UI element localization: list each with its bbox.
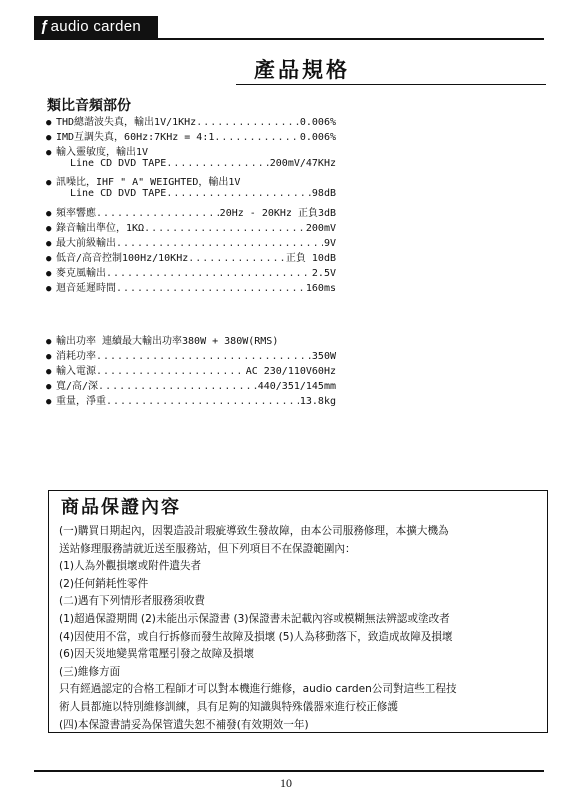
warranty-title: 商品保證內容 — [61, 497, 181, 518]
spec-value: 20Hz - 20KHz 正負3dB — [219, 207, 336, 219]
spec-value: 160ms — [305, 283, 336, 295]
warranty-line: (1)人為外觀損壞或附件遺失者 — [59, 560, 202, 573]
power-spec-list — [46, 332, 336, 407]
spec-row — [46, 113, 336, 128]
spec-label: IMD互調失真，60Hz:7KHz = 4:1 — [56, 132, 215, 144]
logo-text: audio carden — [50, 18, 141, 35]
spec-label: 輸入電源 — [56, 366, 96, 378]
spec-value: 2.5V — [311, 267, 336, 279]
dot-leader — [144, 223, 305, 234]
spec-label: 消耗功率 — [56, 351, 96, 363]
spec-row — [46, 158, 336, 173]
warranty-line: (四)本保證書請妥為保管遺失恕不補發(有效期效一年) — [59, 718, 309, 731]
dot-leader — [98, 381, 257, 392]
spec-row — [46, 249, 336, 264]
spec-label: 低音/高音控制100Hz/10KHz — [56, 252, 189, 264]
spec-label: 輸出功率 連續最大輸出功率380W + 380W(RMS) — [56, 336, 279, 347]
page-number: 10 — [280, 776, 292, 790]
dot-leader — [116, 238, 323, 249]
spec-value: 98dB — [311, 188, 336, 200]
warranty-line: (4)因使用不當，或自行拆修而發生故障及損壞 (5)人為移動落下，致造成故障及損壞 — [59, 630, 453, 643]
spec-row — [46, 332, 336, 347]
dot-leader — [196, 117, 299, 128]
dot-leader — [166, 158, 268, 169]
spec-row — [46, 128, 336, 143]
spec-row — [46, 219, 336, 234]
spec-value: 0.006% — [299, 132, 336, 144]
spec-value: 13.8kg — [299, 396, 336, 408]
bullet-icon: ● — [46, 148, 52, 159]
footer-rule — [34, 770, 544, 772]
warranty-line: (2)任何銷耗性零件 — [59, 577, 149, 590]
spec-row — [46, 377, 336, 392]
spec-label: 最大前級輸出 — [56, 237, 116, 249]
spec-row — [46, 143, 336, 158]
dot-leader — [106, 396, 299, 407]
spec-label: 訊噪比，IHF " A" WEIGHTED，輸出1V — [56, 177, 241, 189]
bullet-icon: ● — [46, 284, 52, 295]
bullet-icon: ● — [46, 253, 52, 264]
warranty-line: 送站修理服務請就近送至服務站，但下列項目不在保證範圍內： — [59, 542, 356, 555]
warranty-line: (一)購買日期起內，因製造設計瑕疵導致生發故障，由本公司服務修理，本擴大機為 — [59, 525, 449, 537]
warranty-box — [48, 490, 548, 733]
title-underline — [236, 84, 546, 85]
warranty-line: (二)遇有下列情形者服務須收費 — [59, 595, 205, 608]
spec-label: 重量，淨重 — [56, 396, 106, 408]
spec-label: 錄音輸出準位，1KΩ — [56, 222, 145, 234]
warranty-line: (6)因天災地變異常電壓引發之故障及損壞 — [59, 648, 255, 661]
warranty-line: (1)超過保證期間 (2)未能出示保證書 (3)保證書未記載內容或模糊無法辨認或塗改者 — [59, 612, 450, 625]
bullet-icon: ● — [46, 352, 52, 363]
spec-value: AC 230/110V60Hz — [245, 366, 336, 378]
spec-row — [46, 204, 336, 219]
dot-leader — [188, 253, 285, 264]
spec-label: Line CD DVD TAPE — [70, 158, 167, 170]
spec-label: THD總諧波失真，輸出1V/1KHz — [56, 117, 197, 128]
spec-label: 迴音延遲時間 — [56, 283, 116, 295]
spec-value: 350W — [311, 351, 336, 363]
warranty-text — [59, 523, 541, 734]
dot-leader — [116, 283, 305, 294]
spec-row — [46, 188, 336, 203]
bullet-icon: ● — [46, 238, 52, 249]
spec-value: 9V — [323, 237, 336, 249]
spec-label: 寬/高/深 — [56, 381, 99, 393]
dot-leader — [106, 268, 311, 279]
dot-leader — [214, 132, 299, 143]
spec-row — [46, 279, 336, 294]
spec-row — [46, 392, 336, 407]
bullet-icon: ● — [46, 397, 52, 408]
bullet-icon: ● — [46, 382, 52, 393]
logo-mark-icon: ƒ — [40, 18, 49, 35]
dot-leader — [166, 188, 311, 199]
spec-label: Line CD DVD TAPE — [70, 188, 167, 200]
spec-value: 200mV/47KHz — [269, 158, 336, 170]
warranty-line: (三)維修方面 — [59, 665, 121, 678]
header-rule — [34, 38, 544, 40]
bullet-icon: ● — [46, 178, 52, 189]
analog-spec-list — [46, 113, 336, 294]
bullet-icon: ● — [46, 133, 52, 144]
spec-value: 200mV — [305, 222, 336, 234]
page-title: 產品規格 — [254, 58, 350, 82]
spec-row — [46, 347, 336, 362]
spec-label: 麥克風輸出 — [56, 267, 106, 279]
spec-label: 頻率響應 — [56, 207, 96, 219]
spec-value: 440/351/145mm — [257, 381, 336, 393]
bullet-icon: ● — [46, 337, 52, 347]
bullet-icon: ● — [46, 367, 52, 378]
dot-leader — [96, 366, 245, 377]
spec-row — [46, 234, 336, 249]
bullet-icon: ● — [46, 208, 52, 219]
spec-value: 0.006% — [299, 117, 336, 128]
bullet-icon: ● — [46, 118, 52, 128]
dot-leader — [96, 208, 219, 219]
spec-row — [46, 362, 336, 377]
warranty-line: 術人員都施以特別維修訓練，具有足夠的知識與特殊儀器來進行校正修護 — [59, 700, 398, 713]
warranty-line: 只有經過認定的合格工程師才可以對本機進行維修，audio carden公司對這些工程技 — [59, 683, 457, 696]
brand-logo — [34, 16, 158, 38]
spec-value: 正負 10dB — [285, 252, 336, 264]
spec-row — [46, 264, 336, 279]
dot-leader — [96, 351, 311, 362]
analog-section-heading: 類比音頻部份 — [47, 98, 131, 114]
spec-label: 輸入靈敏度，輸出1V — [56, 147, 149, 159]
bullet-icon: ● — [46, 223, 52, 234]
spec-row — [46, 173, 336, 188]
bullet-icon: ● — [46, 268, 52, 279]
